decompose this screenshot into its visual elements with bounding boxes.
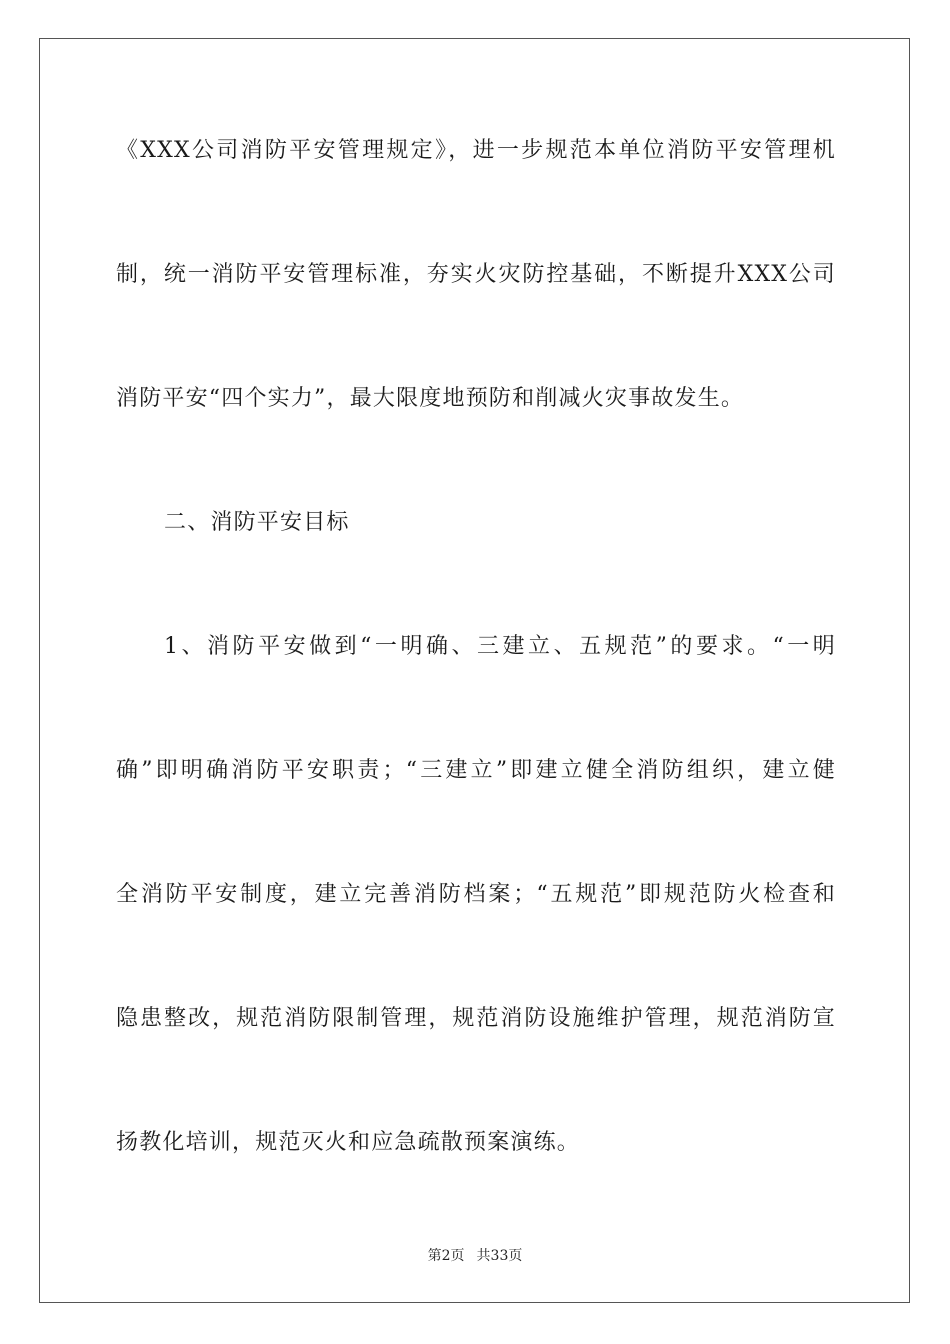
body-text-line: 1、消防平安做到“一明确、三建立、五规范”的要求。“一明 [164, 634, 836, 659]
page-footer [0, 1247, 950, 1265]
page-border [39, 38, 910, 1303]
page-total: 共33页 [476, 1248, 523, 1264]
body-text-line: 隐患整改，规范消防限制管理，规范消防设施维护管理，规范消防宣 [116, 1006, 836, 1031]
body-text-line: 扬教化培训，规范灭火和应急疏散预案演练。 [116, 1130, 581, 1155]
body-text-line: 制，统一消防平安管理标准，夯实火灾防控基础，不断提升XXX公司 [116, 262, 836, 287]
section-heading: 二、消防平安目标 [164, 510, 350, 535]
body-text-line: 消防平安“四个实力”，最大限度地预防和削减火灾事故发生。 [116, 386, 745, 411]
body-text-line: 《XXX公司消防平安管理规定》，进一步规范本单位消防平安管理机 [116, 138, 836, 163]
page-number: 第2页 [427, 1248, 465, 1264]
body-text-line: 确”即明确消防平安职责；“三建立”即建立健全消防组织，建立健 [116, 758, 836, 783]
body-text-line: 全消防平安制度，建立完善消防档案；“五规范”即规范防火检查和 [116, 882, 836, 907]
